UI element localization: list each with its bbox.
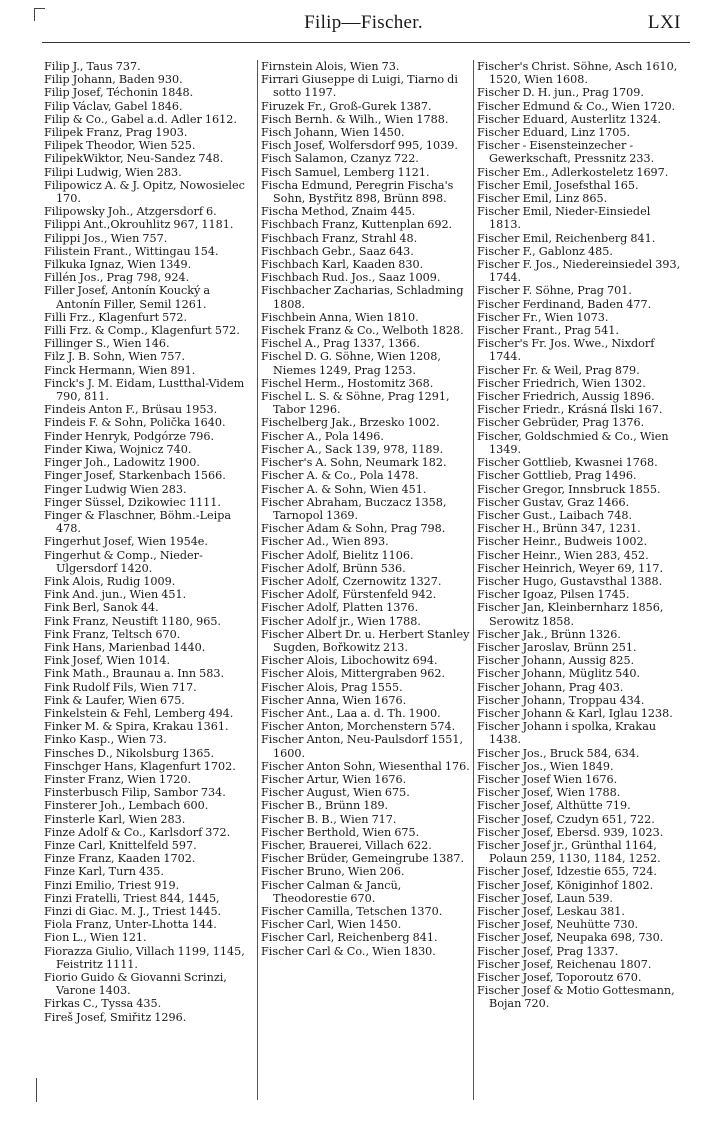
directory-entry: Findeis F. & Sohn, Polička 1640.	[44, 416, 226, 430]
directory-entry: Filip Josef, Téchonin 1848.	[44, 86, 194, 100]
directory-entry: Finsterer Joh., Lembach 600.	[44, 799, 209, 813]
directory-entry: Fisch Josef, Wolfersdorf 995, 1039.	[261, 139, 458, 153]
directory-entry: Fischer Alois, Mittergraben 962.	[261, 667, 446, 681]
directory-entry: Fischer Jak., Brünn 1326.	[477, 627, 621, 641]
directory-entry: Finder Kiwa, Wojnicz 740.	[44, 442, 192, 456]
directory-entry: Finsterbusch Filip, Sambor 734.	[44, 786, 226, 800]
directory-entry: Finze Karl, Turn 435.	[44, 865, 164, 879]
directory-entry: Fischer Josef, Althütte 719.	[477, 799, 631, 813]
directory-entry: Fischer Bruno, Wien 206.	[261, 865, 405, 879]
directory-entry: Fischer August, Wien 675.	[261, 786, 410, 800]
directory-entry: Fischer Josef, Idzestie 655, 724.	[477, 865, 657, 879]
directory-entry: Fischer Carl, Reichenberg 841.	[261, 931, 438, 945]
directory-entry: Fischer Friedr., Krásná Ilski 167.	[477, 403, 663, 417]
directory-entry: Fischer Emil, Nieder-Einsiedel 1813.	[477, 205, 651, 232]
directory-entry: Fischer Johann, Müglitz 540.	[477, 667, 641, 681]
directory-entry: Fischer Ferdinand, Baden 477.	[477, 297, 652, 311]
column-1	[44, 60, 252, 1024]
directory-entry: Fischer A. & Co., Pola 1478.	[261, 469, 419, 483]
column-divider-1	[257, 60, 258, 1100]
directory-entry: Fink Hans, Marienbad 1440.	[44, 640, 206, 654]
directory-entry: Findeis Anton F., Brüsau 1953.	[44, 403, 218, 417]
directory-entry: Fiola Franz, Unter-Lhotta 144.	[44, 918, 217, 932]
directory-entry: Fisch Bernh. & Wilh., Wien 1788.	[261, 112, 449, 126]
directory-entry: Filipek Franz, Prag 1903.	[44, 126, 188, 140]
directory-entry: Fischer Josef, Ebersd. 939, 1023.	[477, 825, 664, 839]
directory-entry: Finschger Hans, Klagenfurt 1702.	[44, 759, 236, 773]
directory-entry: Fireš Josef, Smiřitz 1296.	[44, 1010, 187, 1024]
directory-entry: Fischer Anton Sohn, Wiesenthal 176.	[261, 759, 470, 773]
directory-entry: Firuzek Fr., Groß-Gurek 1387.	[261, 99, 432, 113]
directory-entry: Fischbacher Zacharias, Schladming 1808.	[261, 284, 464, 311]
directory-entry: Filip Václav, Gabel 1846.	[44, 99, 183, 113]
directory-entry: Fischer Adolf, Czernowitz 1327.	[261, 574, 442, 588]
directory-entry: Fischer Johann i spolka, Krakau 1438.	[477, 720, 657, 747]
header-rule	[42, 42, 690, 43]
directory-entry: Finze Adolf & Co., Karlsdorf 372.	[44, 825, 231, 839]
directory-entry: Finko Kasp., Wien 73.	[44, 733, 167, 747]
directory-entry: Fischer Artur, Wien 1676.	[261, 772, 407, 786]
directory-entry: Fischer Josef Wien 1676.	[477, 772, 618, 786]
column-3	[477, 60, 685, 1011]
directory-entry: Fischer Josef & Motio Gottesmann, Bojan 720.	[477, 984, 675, 1011]
directory-entry: Fischer Ant., Laa a. d. Th. 1900.	[261, 706, 441, 720]
directory-entry: Filip Johann, Baden 930.	[44, 73, 183, 87]
directory-entry: Fischer Brüder, Gemeingrube 1387.	[261, 852, 465, 866]
directory-entry: Fischer Edmund & Co., Wien 1720.	[477, 99, 676, 113]
directory-entry: Fingerhut & Comp., Nieder-Ulgersdorf 1420.	[44, 548, 203, 575]
directory-entry: Finsterle Karl, Wien 283.	[44, 812, 186, 826]
directory-entry: Finzi di Giac. M. J., Triest 1445.	[44, 905, 222, 918]
directory-entry: Fischer Anna, Wien 1676.	[261, 693, 407, 707]
directory-entry: Fischer Adolf, Bielitz 1106.	[261, 548, 414, 562]
directory-entry: Fischer - Eisensteinzecher - Gewerkschaft, Pressnitz 233.	[477, 139, 655, 166]
margin-mark	[36, 1078, 37, 1102]
directory-entry: Fischer Heinr., Wien 283, 452.	[477, 548, 649, 562]
directory-entry: Finze Carl, Knittelfeld 597.	[44, 838, 197, 852]
directory-entry: Fischbein Anna, Wien 1810.	[261, 310, 419, 324]
directory-entry: Filipowicz A. & J. Opitz, Nowosielec 170.	[44, 178, 245, 206]
directory-entry: Filler Josef, Antonín Koucký a Antonín Filler, Semil 1261.	[44, 284, 211, 311]
directory-entry: Filipek Theodor, Wien 525.	[44, 139, 196, 153]
directory-entry: Fink & Laufer, Wien 675.	[44, 693, 185, 707]
directory-entry: Fischer Ad., Wien 893.	[261, 535, 389, 549]
directory-entry: Fingerhut Josef, Wien 1954e.	[44, 535, 208, 549]
directory-entry: Finger Joh., Ladowitz 1900.	[44, 456, 200, 470]
directory-entry: Fillén Jos., Prag 798, 924.	[44, 271, 190, 285]
directory-entry: Fischel D. G. Söhne, Wien 1208, Niemes 1249, Prag 1253.	[261, 350, 441, 377]
directory-entry: Fink Franz, Neustift 1180, 965.	[44, 614, 221, 628]
directory-entry: Fischa Edmund, Peregrin Fischa's Sohn, Bystřitz 898, Brünn 898.	[261, 178, 454, 206]
page-header	[0, 12, 727, 42]
directory-entry: Fischer Josef, Neupaka 698, 730.	[477, 931, 664, 945]
directory-entry: Fisch Salamon, Czanyz 722.	[261, 152, 419, 166]
directory-entry: Fischer Heinrich, Weyer 69, 117.	[477, 561, 664, 575]
directory-entry: Fischer B., Brünn 189.	[261, 799, 389, 813]
directory-entry: Finsches D., Nikolsburg 1365.	[44, 746, 215, 760]
directory-entry: Finkelstein & Fehl, Lemberg 494.	[44, 706, 234, 720]
directory-entry: Fischer Adolf jr., Wien 1788.	[261, 614, 421, 628]
directory-entry: Fischer Johann & Karl, Iglau 1238.	[477, 706, 673, 720]
directory-entry: Finze Franz, Kaaden 1702.	[44, 852, 196, 866]
directory-entry: Fischer Jan, Kleinbernharz 1856, Serowitz 1858.	[477, 601, 664, 628]
directory-entry: Fischel L. S. & Söhne, Prag 1291, Tabor 1296.	[261, 390, 450, 417]
directory-entry: Fischer Heinr., Budweis 1002.	[477, 535, 648, 549]
directory-entry: Fischbach Franz, Kuttenplan 692.	[261, 218, 453, 232]
directory-entry: Fischer Gregor, Innsbruck 1855.	[477, 482, 661, 496]
directory-entry: Fiorio Guido & Giovanni Scrinzi, Varone 1403.	[44, 971, 227, 998]
directory-entry: Fischer F. Jos., Niedereinsiedel 393, 1744.	[477, 258, 681, 285]
directory-entry: Fischer Alois, Libochowitz 694.	[261, 654, 438, 668]
directory-entry: Fischer Em., Adlerkosteletz 1697.	[477, 165, 669, 179]
directory-entry: Finck Hermann, Wien 891.	[44, 363, 196, 377]
directory-entry: Fischer Johann, Troppau 434.	[477, 693, 645, 707]
directory-entry: Firkas C., Tyssa 435.	[44, 997, 162, 1011]
directory-entry: Fischer Emil, Josefsthal 165.	[477, 178, 639, 192]
directory-entry: Filkuka Ignaz, Wien 1349.	[44, 258, 192, 272]
directory-entry: Finger Josef, Starkenbach 1566.	[44, 469, 226, 483]
directory-entry: Fischer Eduard, Linz 1705.	[477, 126, 631, 140]
directory-entry: Filippi Jos., Wien 757.	[44, 231, 168, 245]
directory-entry: Fischer A., Pola 1496.	[261, 429, 384, 443]
directory-entry: Finck's J. M. Eidam, Lustthal-Videm 790, 811.	[44, 376, 245, 404]
directory-entry: Filip & Co., Gabel a.d. Adler 1612.	[44, 112, 237, 126]
directory-entry: Fischer Johann, Aussig 825.	[477, 654, 635, 668]
directory-entry: Fischer Carl, Wien 1450.	[261, 918, 402, 932]
directory-entry: Fischer's Fr. Jos. Wwe., Nixdorf 1744.	[477, 337, 655, 364]
directory-entry: Fischbach Rud. Jos., Saaz 1009.	[261, 271, 441, 285]
directory-entry: Fischelberg Jak., Brzesko 1002.	[261, 416, 440, 430]
directory-entry: Fiorazza Giulio, Villach 1199, 1145, Feistritz 1111.	[44, 944, 245, 971]
directory-entry: Fischer Josef, Neuhütte 730.	[477, 918, 639, 932]
directory-entry: Fink Franz, Teltsch 670.	[44, 627, 181, 641]
directory-entry: Fischer Friedrich, Wien 1302.	[477, 376, 646, 390]
directory-entry: FilipekWiktor, Neu-Sandez 748.	[44, 152, 224, 166]
directory-entry: Fischer's A. Sohn, Neumark 182.	[261, 456, 447, 470]
directory-entry: Fischer Emil, Linz 865.	[477, 192, 608, 206]
directory-entry: Fischer Emil, Reichenberg 841.	[477, 231, 656, 245]
directory-entry: Fischer Calman & Jancü, Theodorestie 670.	[261, 878, 402, 905]
directory-entry: Fischer Camilla, Tetschen 1370.	[261, 905, 443, 918]
directory-entry: Fischer Josef, Toporoutz 670.	[477, 971, 642, 985]
directory-entry: Finzi Fratelli, Triest 844, 1445,	[44, 891, 220, 905]
directory-entry: Fischer Josef jr., Grünthal 1164, Polaun 259, 1130, 1184, 1252.	[477, 838, 661, 866]
directory-entry: Fischer's Christ. Söhne, Asch 1610, 1520, Wien 1608.	[477, 60, 678, 87]
directory-entry: Fischer Friedrich, Aussig 1896.	[477, 390, 655, 404]
directory-entry: Firnstein Alois, Wien 73.	[261, 60, 400, 73]
directory-entry: Fischa Method, Znaim 445.	[261, 205, 416, 219]
directory-entry: Filistein Frant., Wittingau 154.	[44, 244, 219, 258]
directory-entry: Fischer Josef, Laun 539.	[477, 891, 613, 905]
directory-entry: Fischer D. H. jun., Prag 1709.	[477, 86, 644, 100]
directory-entry: Fischer Albert Dr. u. Herbert Stanley Sugden, Bořkowitz 213.	[261, 627, 470, 654]
column-divider-2	[473, 60, 474, 1100]
directory-entry: Fischer Johann, Prag 403.	[477, 680, 624, 694]
directory-entry: Fischer Josef, Prag 1337.	[477, 944, 619, 958]
directory-entry: Fink Math., Braunau a. Inn 583.	[44, 667, 225, 681]
directory-entry: Fischer F., Gablonz 485.	[477, 244, 613, 258]
directory-entry: Finger Süssel, Dzikowiec 1111.	[44, 495, 221, 509]
directory-entry: Filli Frz., Klagenfurt 572.	[44, 310, 188, 324]
directory-entry: Fischek Franz & Co., Welboth 1828.	[261, 324, 464, 338]
directory-entry: Fischer Frant., Prag 541.	[477, 324, 619, 338]
directory-entry: Fischer Adolf, Brünn 536.	[261, 561, 406, 575]
directory-entry: Fischer Anton, Morchenstern 574.	[261, 720, 456, 734]
directory-entry: Fischer Josef, Königinhof 1802.	[477, 878, 654, 892]
directory-entry: Fischer Gottlieb, Prag 1496.	[477, 469, 637, 483]
directory-entry: Fischer Adolf, Fürstenfeld 942.	[261, 588, 437, 602]
directory-entry: Fischer Hugo, Gustavsthal 1388.	[477, 574, 663, 588]
directory-entry: Finger Ludwig Wien 283.	[44, 482, 187, 496]
directory-entry: Fischbach Franz, Strahl 48.	[261, 231, 418, 245]
directory-entry: Fischer Jaroslav, Brünn 251.	[477, 640, 637, 654]
directory-entry: Fink And. jun., Wien 451.	[44, 588, 187, 602]
directory-entry: Fischer Josef, Leskau 381.	[477, 905, 625, 918]
directory-entry: Filip J., Taus 737.	[44, 60, 141, 73]
directory-entry: Fischer Gebrüder, Prag 1376.	[477, 416, 645, 430]
directory-entry: Fischer Fr., Wien 1073.	[477, 310, 609, 324]
directory-entry: Fischer Gustav, Graz 1466.	[477, 495, 630, 509]
directory-entry: Fischer Carl & Co., Wien 1830.	[261, 944, 436, 958]
directory-entry: Fisch Johann, Wien 1450.	[261, 126, 405, 140]
directory-entry: Fischer Abraham, Buczacz 1358, Tarnopol 1369.	[261, 495, 447, 522]
column-2	[261, 60, 471, 958]
directory-entry: Fischer Anton, Neu-Paulsdorf 1551, 1600.	[261, 733, 463, 760]
directory-entry: Filipi Ludwig, Wien 283.	[44, 165, 182, 179]
directory-entry: Fischbach Karl, Kaaden 830.	[261, 258, 424, 272]
directory-entry: Firrari Giuseppe di Luigi, Tiarno di sotto 1197.	[261, 73, 458, 100]
directory-entry: Filz J. B. Sohn, Wien 757.	[44, 350, 186, 364]
directory-entry: Finger & Flaschner, Böhm.-Leipa 478.	[44, 508, 232, 536]
page-title: Filip—Fischer.	[304, 12, 423, 33]
directory-entry: Fischer B. B., Wien 717.	[261, 812, 397, 826]
directory-entry: Fischer F. Söhne, Prag 701.	[477, 284, 632, 298]
directory-entry: Fischer Josef, Czudyn 651, 722.	[477, 812, 655, 826]
directory-entry: Fischer Adolf, Platten 1376.	[261, 601, 419, 615]
directory-entry: Fischer Alois, Prag 1555.	[261, 680, 403, 694]
directory-entry: Fink Alois, Rudig 1009.	[44, 574, 176, 588]
directory-entry: Finzi Emilio, Triest 919.	[44, 878, 180, 892]
directory-entry: Finker M. & Spira, Krakau 1361.	[44, 720, 229, 734]
directory-entry: Fischer Berthold, Wien 675.	[261, 825, 420, 839]
directory-entry: Fisch Samuel, Lemberg 1121.	[261, 165, 430, 179]
directory-entry: Fischer Gust., Laibach 748.	[477, 508, 633, 522]
directory-entry: Fischer Jos., Bruck 584, 634.	[477, 746, 640, 760]
directory-entry: Fischel A., Prag 1337, 1366.	[261, 337, 420, 351]
directory-entry: Fischer Gottlieb, Kwasnei 1768.	[477, 456, 658, 470]
directory-entry: Fischer A. & Sohn, Wien 451.	[261, 482, 427, 496]
directory-entry: Fink Berl, Sanok 44.	[44, 601, 159, 615]
directory-entry: Filippi Ant.,Okrouhlitz 967, 1181.	[44, 218, 234, 232]
directory-entry: Fischer Adam & Sohn, Prag 798.	[261, 522, 446, 536]
directory-entry: Fischer, Goldschmied & Co., Wien 1349.	[477, 429, 669, 456]
directory-entry: Filipowsky Joh., Atzgersdorf 6.	[44, 205, 217, 219]
directory-entry: Fischer Eduard, Austerlitz 1324.	[477, 112, 662, 126]
directory-entry: Fischer Jos., Wien 1849.	[477, 759, 614, 773]
directory-entry: Finder Henryk, Podgórze 796.	[44, 429, 215, 443]
directory-entry: Fischer H., Brünn 347, 1231.	[477, 522, 641, 536]
directory-entry: Fink Josef, Wien 1014.	[44, 654, 171, 668]
directory-entry: Fischel Herm., Hostomitz 368.	[261, 376, 434, 390]
directory-entry: Fischer Josef, Reichenau 1807.	[477, 957, 652, 971]
directory-entry: Fischer Fr. & Weil, Prag 879.	[477, 363, 640, 377]
directory-entry: Fion L., Wien 121.	[44, 931, 147, 945]
directory-entry: Fischbach Gebr., Saaz 643.	[261, 244, 414, 258]
directory-entry: Finster Franz, Wien 1720.	[44, 772, 192, 786]
directory-entry: Filli Frz. & Comp., Klagenfurt 572.	[44, 324, 240, 338]
directory-entry: Fischer, Brauerei, Villach 622.	[261, 838, 432, 852]
directory-entry: Fischer A., Sack 139, 978, 1189.	[261, 442, 444, 456]
directory-entry: Fischer Igoaz, Pilsen 1745.	[477, 588, 630, 602]
page-number: LXI	[647, 12, 681, 33]
directory-entry: Fillinger S., Wien 146.	[44, 337, 170, 351]
directory-entry: Fischer Josef, Wien 1788.	[477, 786, 621, 800]
directory-entry: Fink Rudolf Fils, Wien 717.	[44, 680, 197, 694]
